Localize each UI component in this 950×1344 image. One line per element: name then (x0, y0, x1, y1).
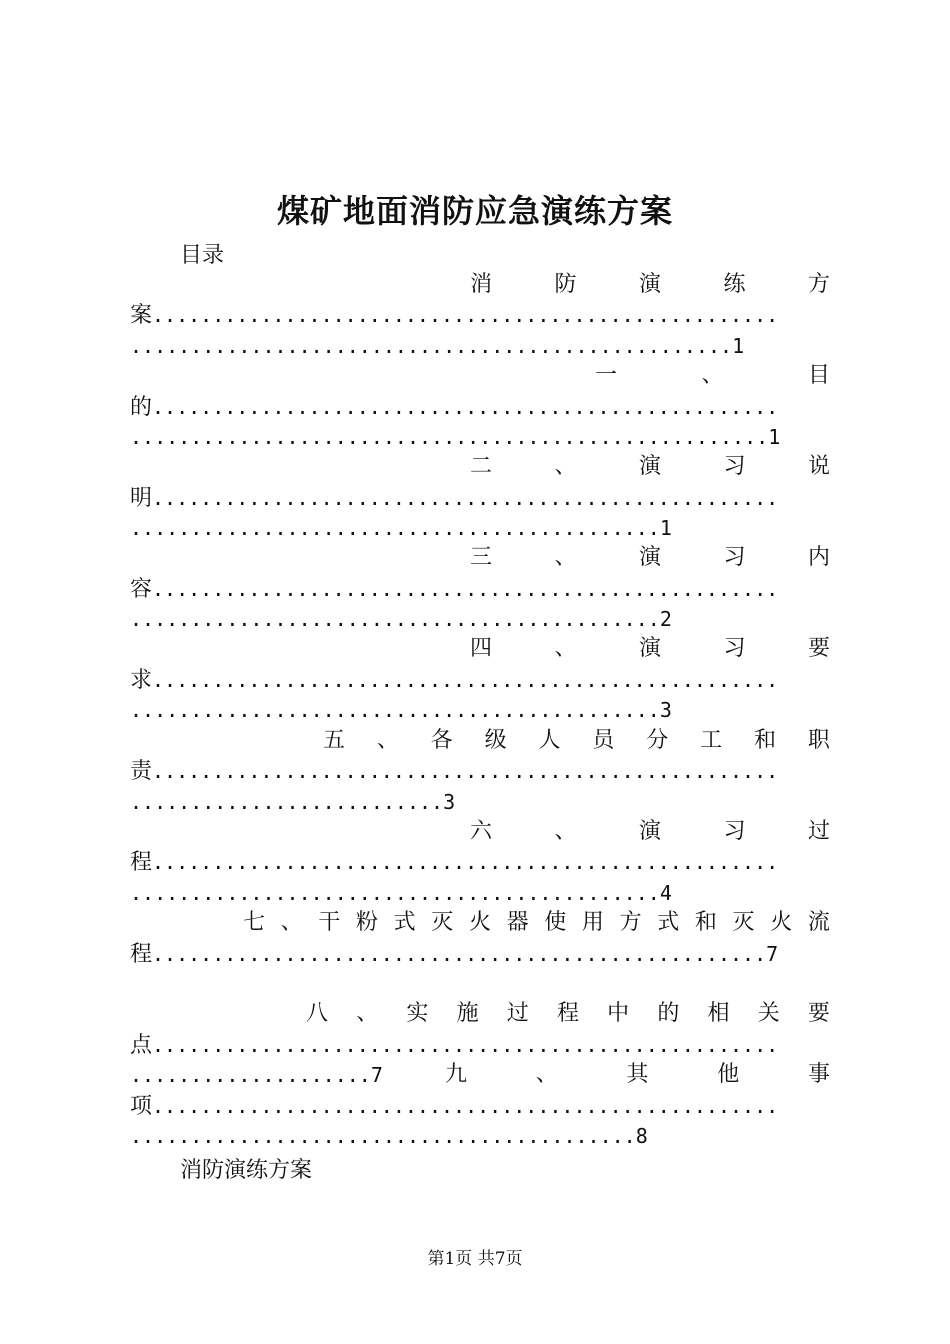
toc-entry-4-page: 2 (659, 607, 672, 631)
toc-entry-4-title: 三 、 演 习 内 (470, 545, 830, 570)
toc-entry-10-title: 九 、 其 他 事 (445, 1062, 830, 1087)
toc-entry-9-page-line: ....................7 (130, 1063, 383, 1087)
toc-entry-5-leader: 求.................................................... (130, 668, 779, 693)
document-title: 煤矿地面消防应急演练方案 (276, 192, 673, 230)
toc-entry-2-page: 1 (768, 425, 781, 449)
toc-entry-7-title: 六 、 演 习 过 (470, 819, 830, 844)
toc-entry-9-title: 八 、 实 施 过 程 中 的 相 关 要 (306, 1001, 830, 1026)
toc-entry-6-title: 五 、 各 级 人 员 分 工 和 职 (323, 728, 830, 753)
page-footer: 第1页 共7页 (427, 1249, 523, 1269)
toc-entry-3-page-line: ............................................1 (130, 516, 672, 540)
toc-entry-1-leader: 案.................................................... (130, 303, 779, 328)
toc-entry-10-leader: 项.................................................... (130, 1094, 779, 1119)
toc-entry-6-leader: 责.................................................... (130, 759, 779, 784)
toc-entry-8-page: 7 (766, 942, 779, 966)
toc-entry-4-page-line: ............................................2 (130, 607, 672, 631)
closing-heading: 消防演练方案 (180, 1158, 313, 1183)
toc-entry-6-page: 3 (443, 790, 456, 814)
toc-entry-5-page: 3 (659, 698, 672, 722)
toc-entry-10-page: 8 (635, 1124, 648, 1148)
toc-entry-2-leader: 的.................................................... (130, 395, 779, 420)
toc-heading: 目录 (180, 243, 225, 268)
toc-entry-2-page-line: .....................................................1 (130, 425, 781, 449)
toc-entry-7-page-line: ............................................4 (130, 881, 672, 905)
toc-entry-9-page: 7 (370, 1063, 383, 1087)
toc-entry-1-page: 1 (732, 334, 745, 358)
toc-entry-1-title: 消 防 演 练 方 (470, 272, 830, 297)
toc-entry-5-page-line: ............................................3 (130, 698, 672, 722)
toc-entry-3-page: 1 (659, 516, 672, 540)
toc-entry-3-title: 二 、 演 习 说 (470, 454, 830, 479)
toc-entry-2-title: 一 、 目 (595, 363, 830, 388)
toc-entry-10-page-line: ..........................................8 (130, 1124, 648, 1148)
toc-entry-4-leader: 容.................................................... (130, 577, 779, 602)
toc-entry-9-leader: 点.................................................... (130, 1033, 779, 1058)
toc-entry-3-leader: 明.................................................... (130, 486, 779, 511)
toc-entry-7-leader: 程.................................................... (130, 850, 779, 875)
toc-entry-8-leader: 程...................................................7 (130, 942, 779, 967)
toc-entry-6-page-line: ..........................3 (130, 790, 456, 814)
toc-entry-8-title: 七 、 干 粉 式 灭 火 器 使 用 方 式 和 灭 火 流 (243, 910, 830, 935)
toc-entry-1-page-line: ..................................................1 (130, 334, 745, 358)
toc-entry-5-title: 四 、 演 习 要 (470, 636, 830, 661)
toc-entry-7-page: 4 (659, 881, 672, 905)
